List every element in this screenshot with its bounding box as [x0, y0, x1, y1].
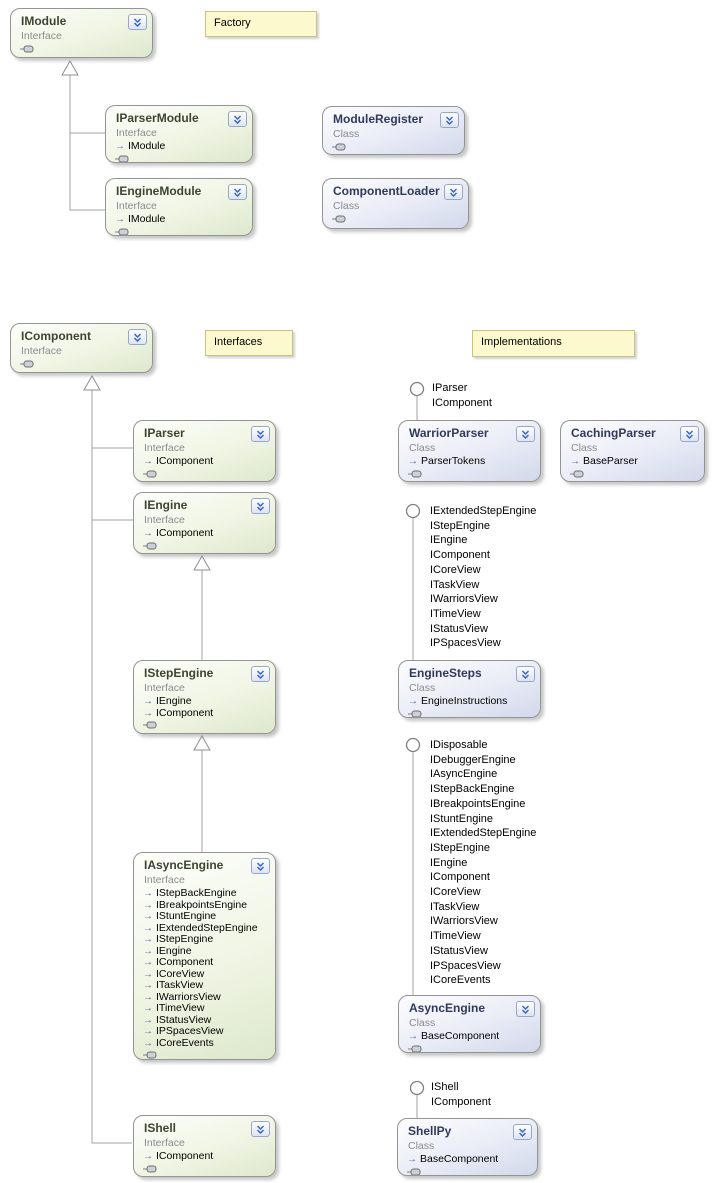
base-type-item: → IEngine	[143, 696, 275, 708]
interface-name-label: IComponent	[431, 1095, 491, 1108]
interface-name-label: IEngine	[430, 534, 468, 547]
box-title: IComponent	[21, 329, 91, 343]
box-title: IAsyncEngine	[144, 858, 224, 872]
double-chevron-icon	[256, 430, 265, 439]
type-box-iasyncengine[interactable]	[133, 852, 276, 1060]
base-type-item: → IEngine	[143, 946, 275, 958]
stereotype-label: Class	[409, 1017, 436, 1029]
base-type-item: → IBreakpointsEngine	[143, 900, 275, 912]
base-type-item: → IExtendedStepEngine	[143, 923, 275, 935]
collapse-chevron-button[interactable]	[444, 184, 463, 200]
base-type-item: → IStepEngine	[143, 934, 275, 946]
type-box-componentloader[interactable]	[322, 178, 469, 229]
base-type-list	[399, 696, 540, 708]
lollipop-toggle-icon[interactable]	[134, 542, 275, 550]
lollipop-toggle-icon[interactable]	[323, 215, 468, 223]
inheritance-arrow-iengine	[194, 556, 210, 570]
double-chevron-icon	[133, 18, 142, 27]
interface-name-label: IStatusView	[430, 622, 488, 635]
double-chevron-icon	[521, 1005, 530, 1014]
comment-note-implementations[interactable]: Implementations	[472, 330, 635, 357]
collapse-chevron-button[interactable]	[251, 1121, 270, 1137]
box-header	[323, 179, 468, 200]
base-type-item: → BaseParser	[570, 456, 704, 468]
stereotype-label: Interface	[21, 30, 62, 42]
double-chevron-icon	[256, 502, 265, 511]
box-title: ShellPy	[408, 1124, 452, 1138]
base-type-list	[106, 214, 252, 226]
lollipop-toggle-icon[interactable]	[134, 1051, 275, 1059]
stereotype-label: Class	[409, 442, 436, 454]
interface-name-label: IPSpacesView	[430, 959, 501, 972]
base-type-list	[106, 141, 252, 153]
base-type-item: → IComponent	[143, 957, 275, 969]
box-header	[106, 179, 252, 200]
base-type-item: → IModule	[115, 214, 252, 226]
interface-name-label: ITimeView	[430, 930, 481, 943]
box-header	[399, 996, 540, 1017]
collapse-chevron-button[interactable]	[228, 184, 247, 200]
double-chevron-icon	[449, 188, 458, 197]
base-type-list	[398, 1154, 537, 1166]
lollipop-toggle-icon[interactable]	[11, 45, 152, 53]
double-chevron-icon	[518, 1128, 527, 1137]
box-header	[11, 9, 152, 30]
box-header	[134, 661, 275, 682]
collapse-chevron-button[interactable]	[228, 111, 247, 127]
collapse-chevron-button[interactable]	[680, 426, 699, 442]
interface-name-label: IAsyncEngine	[430, 768, 498, 781]
lollipop-circle-enginesteps[interactable]	[407, 505, 420, 518]
box-header	[134, 853, 275, 874]
interface-name-label: IStepBackEngine	[430, 783, 515, 796]
interface-name-label: IBreakpointsEngine	[430, 797, 526, 810]
base-type-list	[134, 456, 275, 468]
base-type-item: → IComponent	[143, 528, 275, 540]
collapse-chevron-button[interactable]	[516, 426, 535, 442]
type-box-iparser[interactable]	[133, 420, 276, 482]
collapse-chevron-button[interactable]	[516, 1001, 535, 1017]
lollipop-toggle-icon[interactable]	[134, 470, 275, 478]
double-chevron-icon	[521, 430, 530, 439]
base-type-item: → ParserTokens	[408, 456, 540, 468]
interface-name-label: IComponent	[432, 396, 492, 409]
type-box-imodule[interactable]	[10, 8, 153, 58]
base-type-list	[561, 456, 704, 468]
interface-name-label: IStuntEngine	[430, 812, 493, 825]
interface-name-label: IShell	[431, 1081, 459, 1093]
double-chevron-icon	[445, 116, 454, 125]
base-type-list	[399, 1031, 540, 1043]
interface-name-label: IPSpacesView	[430, 637, 501, 650]
base-type-list	[399, 456, 540, 468]
stereotype-label: Interface	[144, 442, 185, 454]
stereotype-label: Class	[408, 1140, 435, 1152]
collapse-chevron-button[interactable]	[128, 329, 147, 345]
inheritance-arrow-icomponent	[84, 376, 100, 390]
inheritance-line-imodule-tree	[70, 75, 105, 210]
box-title: IStepEngine	[144, 666, 214, 680]
box-title: IModule	[21, 14, 67, 28]
box-header	[134, 421, 275, 442]
type-box-ienginemodule[interactable]	[105, 178, 253, 236]
collapse-chevron-button[interactable]	[128, 14, 147, 30]
stereotype-label: Interface	[116, 127, 157, 139]
type-box-cachingparser[interactable]	[560, 420, 705, 482]
type-box-shellpy[interactable]	[397, 1118, 538, 1176]
interface-name-label: ITaskView	[430, 900, 480, 913]
base-type-list	[134, 696, 275, 719]
box-header	[11, 324, 152, 345]
type-box-istepengine[interactable]	[133, 660, 276, 734]
collapse-chevron-button[interactable]	[516, 666, 535, 682]
inheritance-arrow-istepengine	[194, 736, 210, 750]
collapse-chevron-button[interactable]	[440, 112, 459, 128]
lollipop-interface-list-shellpy	[431, 1080, 491, 1109]
interface-name-label: ICoreView	[430, 563, 481, 576]
box-header	[134, 493, 275, 514]
double-chevron-icon	[256, 1125, 265, 1134]
collapse-chevron-button[interactable]	[251, 426, 270, 442]
comment-note-interfaces[interactable]: Interfaces	[205, 330, 293, 356]
interface-name-label: ITimeView	[430, 607, 481, 620]
interface-name-label: IComponent	[430, 549, 490, 562]
box-title: ComponentLoader	[333, 184, 440, 198]
base-type-item: → ICoreEvents	[143, 1038, 275, 1050]
base-type-list	[134, 888, 275, 1049]
box-title: IEngine	[144, 498, 188, 512]
box-header	[323, 107, 464, 128]
interface-name-label: IParser	[432, 382, 468, 394]
lollipop-toggle-icon[interactable]	[561, 470, 704, 478]
interface-name-label: IDebuggerEngine	[430, 753, 516, 766]
lollipop-circle-warriorparser[interactable]	[411, 383, 424, 396]
interface-name-label: IExtendedStepEngine	[430, 505, 537, 517]
double-chevron-icon	[256, 862, 265, 871]
base-type-item: → ITimeView	[143, 1003, 275, 1015]
box-header	[399, 421, 540, 442]
lollipop-toggle-icon[interactable]	[399, 470, 540, 478]
lollipop-toggle-icon[interactable]	[399, 1045, 540, 1053]
box-header	[561, 421, 704, 442]
double-chevron-icon	[256, 670, 265, 679]
box-title: CachingParser	[571, 426, 656, 440]
lollipop-toggle-icon[interactable]	[134, 721, 275, 729]
box-header	[398, 1119, 537, 1140]
box-title: AsyncEngine	[409, 1001, 486, 1015]
double-chevron-icon	[233, 188, 242, 197]
collapse-chevron-button[interactable]	[251, 498, 270, 514]
interface-name-label: IExtendedStepEngine	[430, 827, 537, 840]
box-title: IShell	[144, 1121, 177, 1135]
collapse-chevron-button[interactable]	[513, 1124, 532, 1140]
stereotype-label: Interface	[116, 200, 157, 212]
box-title: EngineSteps	[409, 666, 482, 680]
base-type-item: → EngineInstructions	[408, 696, 540, 708]
lollipop-toggle-icon[interactable]	[106, 155, 252, 163]
type-box-iparsermodule[interactable]	[105, 105, 253, 163]
comment-note-factory[interactable]: Factory	[205, 11, 317, 37]
type-box-icomponent[interactable]	[10, 323, 153, 373]
double-chevron-icon	[233, 115, 242, 124]
interface-name-label: IEngine	[430, 856, 468, 869]
inheritance-arrow-imodule	[62, 61, 78, 75]
box-title: IParser	[144, 426, 185, 440]
lollipop-toggle-icon[interactable]	[134, 1165, 275, 1173]
interface-name-label: IStepEngine	[430, 841, 490, 854]
base-type-item: → IWarriorsView	[143, 992, 275, 1004]
base-type-list	[134, 528, 275, 540]
inheritance-line-icomponent-tree	[92, 390, 133, 1143]
base-type-list	[134, 1151, 275, 1163]
interface-name-label: IWarriorsView	[430, 593, 498, 606]
interface-name-label: ICoreEvents	[430, 974, 491, 987]
stereotype-label: Interface	[144, 1137, 185, 1149]
base-type-item: → BaseComponent	[407, 1154, 537, 1166]
lollipop-toggle-icon[interactable]	[398, 1168, 537, 1176]
interface-name-label: ICoreView	[430, 886, 481, 899]
type-box-moduleregister[interactable]	[322, 106, 465, 155]
lollipop-circle-shellpy[interactable]	[411, 1082, 424, 1095]
box-title: IParserModule	[116, 111, 199, 125]
lollipop-toggle-icon[interactable]	[106, 228, 252, 236]
interface-name-label: IDisposable	[430, 739, 488, 751]
lollipop-interface-list-warriorparser	[432, 381, 492, 410]
double-chevron-icon	[521, 670, 530, 679]
box-title: IEngineModule	[116, 184, 202, 198]
base-type-item: → ICoreView	[143, 969, 275, 981]
stereotype-label: Interface	[21, 345, 62, 357]
stereotype-label: Interface	[144, 682, 185, 694]
box-header	[134, 1116, 275, 1137]
double-chevron-icon	[133, 333, 142, 342]
interface-name-label: IStepEngine	[430, 519, 490, 532]
type-box-iengine[interactable]	[133, 492, 276, 554]
double-chevron-icon	[685, 430, 694, 439]
collapse-chevron-button[interactable]	[251, 666, 270, 682]
base-type-item: → IComponent	[143, 456, 275, 468]
box-header	[106, 106, 252, 127]
lollipop-circle-asyncengine[interactable]	[407, 739, 420, 752]
base-type-item: → IModule	[115, 141, 252, 153]
stereotype-label: Class	[409, 682, 436, 694]
lollipop-toggle-icon[interactable]	[399, 710, 540, 718]
base-type-item: → BaseComponent	[408, 1031, 540, 1043]
interface-name-label: IWarriorsView	[430, 915, 498, 928]
type-box-enginesteps[interactable]	[398, 660, 541, 718]
collapse-chevron-button[interactable]	[251, 858, 270, 874]
interface-name-label: IStatusView	[430, 944, 488, 957]
base-type-item: → IPSpacesView	[143, 1026, 275, 1038]
lollipop-interface-list-asyncengine	[430, 738, 536, 988]
interface-name-label: IComponent	[430, 871, 490, 884]
type-box-asyncengine[interactable]	[398, 995, 541, 1053]
interface-name-label: ITaskView	[430, 578, 480, 591]
stereotype-label: Class	[333, 128, 360, 140]
type-box-ishell[interactable]	[133, 1115, 276, 1177]
base-type-item: → IComponent	[143, 708, 275, 720]
base-type-item: → IStuntEngine	[143, 911, 275, 923]
box-title: WarriorParser	[409, 426, 489, 440]
stereotype-label: Interface	[144, 874, 185, 886]
stereotype-label: Class	[571, 442, 598, 454]
lollipop-interface-list-enginesteps	[430, 504, 536, 651]
base-type-item: → IStepBackEngine	[143, 888, 275, 900]
stereotype-label: Class	[333, 200, 360, 212]
type-box-warriorparser[interactable]	[398, 420, 541, 482]
lollipop-toggle-icon[interactable]	[11, 360, 152, 368]
box-header	[399, 661, 540, 682]
base-type-item: → IStatusView	[143, 1015, 275, 1027]
base-type-item: → IComponent	[143, 1151, 275, 1163]
base-type-item: → ITaskView	[143, 980, 275, 992]
box-title: ModuleRegister	[333, 112, 424, 126]
lollipop-toggle-icon[interactable]	[323, 143, 464, 151]
stereotype-label: Interface	[144, 514, 185, 526]
